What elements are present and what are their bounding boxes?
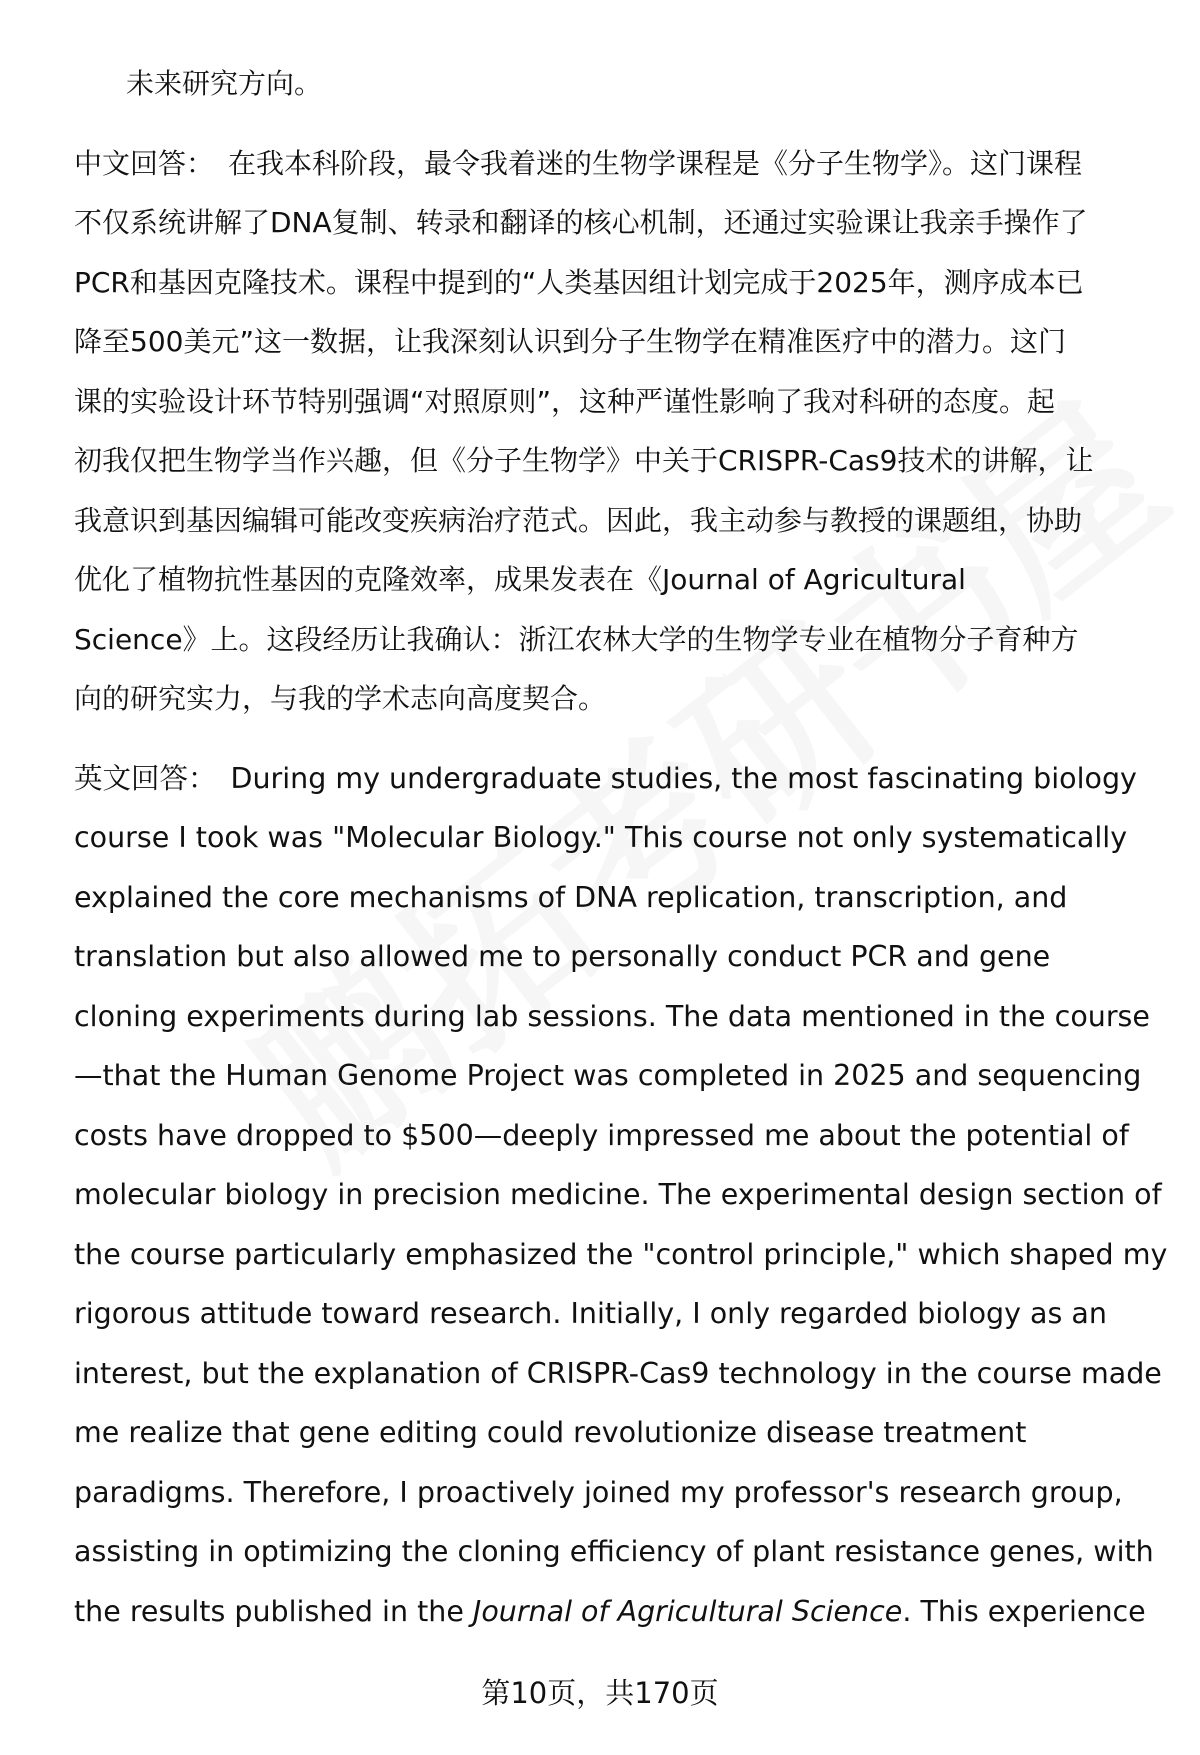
chinese-answer-line: 降至500美元”这一数据，让我深刻认识到分子生物学在精准医疗中的潜力。这门 <box>74 325 1066 358</box>
chinese-answer-line: 不仅系统讲解了DNA复制、转录和翻译的核心机制，还通过实验课让我亲手操作了 <box>74 206 1088 239</box>
english-answer <box>74 749 1168 1642</box>
chinese-answer-line: 我意识到基因编辑可能改变疾病治疗范式。因此，我主动参与教授的课题组，协助 <box>74 503 1083 537</box>
chinese-answer-line: 向的研究实力，与我的学术志向高度契合。 <box>74 682 607 715</box>
english-answer-line: rigorous attitude toward research. Initially, I only regarded biology as an <box>74 1297 1107 1330</box>
english-answer-line: the course particularly emphasized the "control principle," which shaped my <box>74 1237 1168 1271</box>
continuation-text: 未来研究方向。 <box>126 67 323 100</box>
english-answer-label: 英文回答： <box>74 761 217 795</box>
chinese-answer-label: 中文回答： <box>74 146 215 180</box>
page-footer: 第10页，共170页 <box>481 1676 719 1710</box>
english-answer-line: me realize that gene editing could revolutionize disease treatment <box>74 1416 1027 1449</box>
english-answer-line: —that the Human Genome Project was completed in 2025 and sequencing <box>74 1059 1142 1092</box>
chinese-answer-line: Science》上。这段经历让我确认：浙江农林大学的生物学专业在植物分子育种方 <box>74 622 1079 656</box>
english-answer-line: assisting in optimizing the cloning efficiency of plant resistance genes, with <box>74 1535 1154 1568</box>
english-answer-line: the results published in the Journal of Agricultural Science. This experience <box>74 1594 1146 1628</box>
english-answer-line: explained the core mechanisms of DNA replication, transcription, and <box>74 880 1068 914</box>
chinese-answer-line: PCR和基因克隆技术。课程中提到的“人类基因组计划完成于2025年，测序成本已 <box>74 265 1084 299</box>
chinese-answer-line: 优化了植物抗性基因的克隆效率，成果发表在《Journal of Agricultural <box>74 563 966 596</box>
english-answer-line: cloning experiments during lab sessions. The data mentioned in the course <box>74 999 1150 1033</box>
chinese-answer-line: 中文回答： 在我本科阶段，最令我着迷的生物学课程是《分子生物学》。这门课程 <box>74 146 1083 180</box>
journal-title: Journal of Agricultural Science <box>472 1594 903 1628</box>
chinese-answer-line: 初我仅把生物学当作兴趣，但《分子生物学》中关于CRISPR-Cas9技术的讲解，让 <box>74 444 1094 477</box>
english-answer-line: costs have dropped to $500—deeply impressed me about the potential of <box>74 1118 1129 1152</box>
english-answer-line: molecular biology in precision medicine. The experimental design section of <box>74 1178 1162 1211</box>
document-body <box>74 54 1168 1661</box>
english-answer-line: interest, but the explanation of CRISPR-Cas9 technology in the course made <box>74 1356 1162 1390</box>
chinese-answer-line: 课的实验设计环节特别强调“对照原则”，这种严谨性影响了我对科研的态度。起 <box>74 384 1056 418</box>
english-answer-line: paradigms. Therefore, I proactively joined my professor's research group, <box>74 1475 1123 1509</box>
chinese-answer <box>74 134 1164 729</box>
english-answer-line: 英文回答： During my undergraduate studies, the most fascinating biology <box>74 761 1137 795</box>
english-answer-line: course I took was "Molecular Biology." This course not only systematically <box>74 821 1128 854</box>
english-answer-line: translation but also allowed me to personally conduct PCR and gene <box>74 940 1051 973</box>
